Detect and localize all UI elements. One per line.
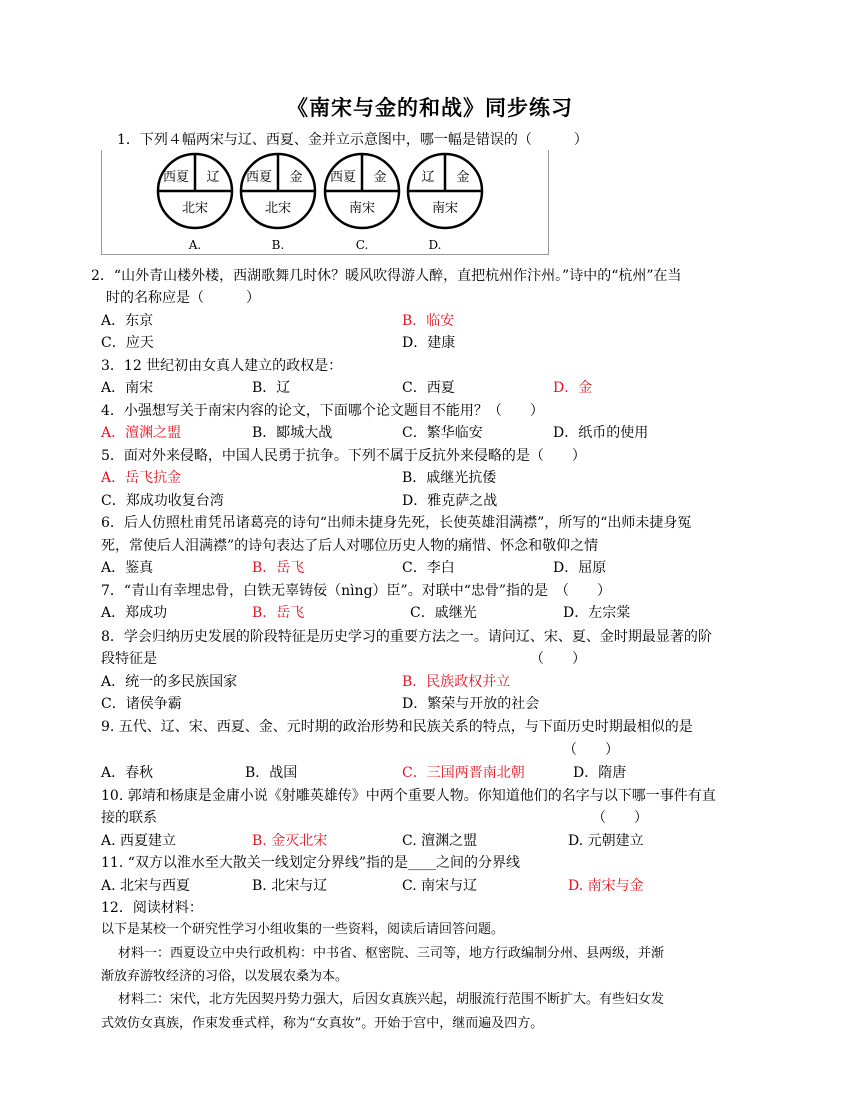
question-4-option-c: C．繁华临安 (402, 425, 483, 441)
question-2-stem-1: 2．“山外青山楼外楼，西湖歌舞几时休？暖风吹得游人醉，直把杭州作汴州。”诗中的“杭州”在当 (91, 268, 682, 284)
question-1-diagram-panel (101, 150, 549, 255)
question-3-option-b: B．辽 (252, 380, 291, 396)
question-6-option-d: D．屈原 (553, 560, 607, 576)
diagram-b-top-right: 金 (289, 170, 303, 185)
question-12-stem: 12．阅读材料： (101, 900, 203, 916)
question-9-option-c: C．三国两晋南北朝 (402, 765, 525, 781)
question-5-option-d: D．雅克萨之战 (402, 493, 498, 509)
question-8-option-b: B．民族政权并立 (402, 674, 511, 690)
diagram-a (158, 154, 232, 252)
diagram-a-top-right: 辽 (206, 170, 220, 185)
question-3-option-d: D．金 (553, 380, 593, 396)
question-1-stem: 1．下列４幅两宋与辽、西夏、金并立示意图中，哪一幅是错误的（ ） (117, 132, 588, 148)
diagram-c-top-right: 金 (373, 170, 387, 185)
question-2-option-a: A．东京 (101, 313, 154, 329)
question-10-option-d: D. 元朝建立 (568, 833, 644, 849)
question-8-stem-1: 8．学会归纳历史发展的阶段特征是历史学习的重要方法之一。请问辽、宋、夏、金时期最显著的阶 (101, 629, 712, 645)
diagram-b (241, 154, 315, 252)
question-5-option-c: C．郑成功收复台湾 (101, 493, 224, 509)
question-11-option-b: B. 北宋与辽 (252, 878, 328, 894)
question-3-option-a: A．南宋 (101, 380, 154, 396)
diagram-c (325, 154, 399, 252)
question-10-stem-1: 10. 郭靖和杨康是金庸小说《射雕英雄传》中两个重要人物。你知道他们的名字与以下哪一事件有直 (101, 788, 716, 804)
question-7-stem: 7．“青山有幸埋忠骨，白铁无辜铸佞（nìng）臣”。对联中“忠骨”指的是 （ ） (101, 583, 612, 599)
question-2-stem-2: 时的名称应是（ ） (106, 290, 260, 306)
question-4-option-b: B．郾城大战 (252, 425, 333, 441)
question-4-stem: 4．小强想写关于南宋内容的论文，下面哪个论文题目不能用？（ ） (101, 403, 544, 419)
question-10-stem-2: 接的联系 (101, 810, 157, 826)
question-11-option-c: C. 南宋与辽 (402, 878, 478, 894)
material-2-line-2: 式效仿女真族，作束发垂式样，称为“女真妆”。开始于宫中，继而遍及四方。 (101, 1016, 544, 1031)
question-5-option-b: B．戚继光抗倭 (402, 470, 497, 486)
diagram-d-letter: D. (428, 238, 442, 252)
diagram-c-bottom: 南宋 (348, 201, 376, 216)
question-8-answer-paren: （ ） (530, 651, 586, 667)
question-10-option-a: A. 西夏建立 (101, 833, 177, 849)
question-4-option-d: D．纸币的使用 (553, 425, 649, 441)
question-7-option-d: D．左宗棠 (563, 605, 631, 621)
question-9-option-b: B．战国 (245, 765, 298, 781)
question-2-option-c: C．应天 (101, 335, 154, 351)
question-8-option-c: C．诸侯争霸 (101, 696, 182, 712)
question-10-option-c: C. 澶渊之盟 (402, 833, 478, 849)
question-2-option-b: B．临安 (402, 313, 455, 329)
diagram-b-bottom: 北宋 (264, 201, 292, 216)
diagram-d-bottom: 南宋 (431, 201, 459, 216)
question-7-option-a: A．郑成功 (101, 605, 168, 621)
question-6-stem-1: 6．后人仿照杜甫凭吊诸葛亮的诗句“出师未捷身先死，长使英雄泪满襟”，所写的“出师未捷身冤 (101, 515, 692, 531)
diagram-a-bottom: 北宋 (181, 201, 209, 216)
diagram-b-top-left: 西夏 (245, 170, 273, 185)
diagram-d (408, 154, 482, 252)
question-6-option-a: A．鉴真 (101, 560, 154, 576)
diagram-d-top-left: 辽 (421, 170, 435, 185)
question-1-diagrams (102, 150, 548, 254)
question-9-stem: 9. 五代、辽、宋、西夏、金、元时期的政治形势和民族关系的特点，与下面历史时期最相似的是 (101, 719, 693, 735)
question-3-option-c: C．西夏 (402, 380, 455, 396)
question-10-option-b: B. 金灭北宋 (252, 833, 328, 849)
question-8-option-d: D．繁荣与开放的社会 (402, 696, 540, 712)
question-11-option-a: A. 北宋与西夏 (101, 878, 191, 894)
diagram-d-top-right: 金 (456, 170, 470, 185)
question-2-option-d: D．建康 (402, 335, 456, 351)
question-7-option-b: B．岳飞 (252, 605, 305, 621)
question-10-answer-paren: （ ） (592, 810, 648, 826)
diagram-a-top-left: 西夏 (162, 170, 190, 185)
material-1-line-1: 材料一：西夏设立中央行政机构：中书省、枢密院、三司等，地方行政编制分州、县两级，并渐 (118, 946, 665, 961)
question-6-option-c: C．李白 (402, 560, 455, 576)
page-title: 《南宋与金的和战》同步练习 (287, 96, 573, 120)
question-8-option-a: A．统一的多民族国家 (101, 674, 238, 690)
question-9-option-d: D．隋唐 (573, 765, 627, 781)
question-6-option-b: B．岳飞 (252, 560, 305, 576)
question-11-option-d: D. 南宋与金 (568, 878, 644, 894)
diagram-b-letter: B. (271, 238, 285, 252)
question-12-intro: 以下是某校一个研究性学习小组收集的一些资料，阅读后请回答问题。 (101, 922, 505, 937)
question-7-option-c: C．戚继光 (410, 605, 477, 621)
diagram-c-letter: C. (355, 238, 369, 252)
material-1-line-2: 渐放弃游牧经济的习俗，以发展农桑为本。 (101, 969, 349, 984)
diagram-c-top-left: 西夏 (329, 170, 357, 185)
question-6-stem-2: 死，常使后人泪满襟”的诗句表达了后人对哪位历史人物的痛惜、怀念和敬仰之情 (101, 538, 599, 554)
question-4-option-a: A．澶渊之盟 (101, 425, 182, 441)
question-9-option-a: A．春秋 (101, 765, 154, 781)
material-2-line-1: 材料二：宋代，北方先因契丹势力强大，后因女真族兴起，胡服流行范围不断扩大。有些妇女发 (118, 992, 665, 1007)
question-5-option-a: A．岳飞抗金 (101, 470, 182, 486)
question-9-answer-paren: （ ） (563, 742, 619, 758)
question-8-stem-2: 段特征是 (101, 651, 157, 667)
diagram-a-letter: A. (188, 238, 202, 252)
question-5-stem: 5．面对外来侵略，中国人民勇于抗争。下列不属于反抗外来侵略的是（ ） (101, 448, 586, 464)
question-11-stem: 11. “双方以淮水至大散关一线划定分界线”指的是____之间的分界线 (101, 855, 521, 871)
question-3-stem: 3．12 世纪初由女真人建立的政权是： (101, 358, 343, 374)
